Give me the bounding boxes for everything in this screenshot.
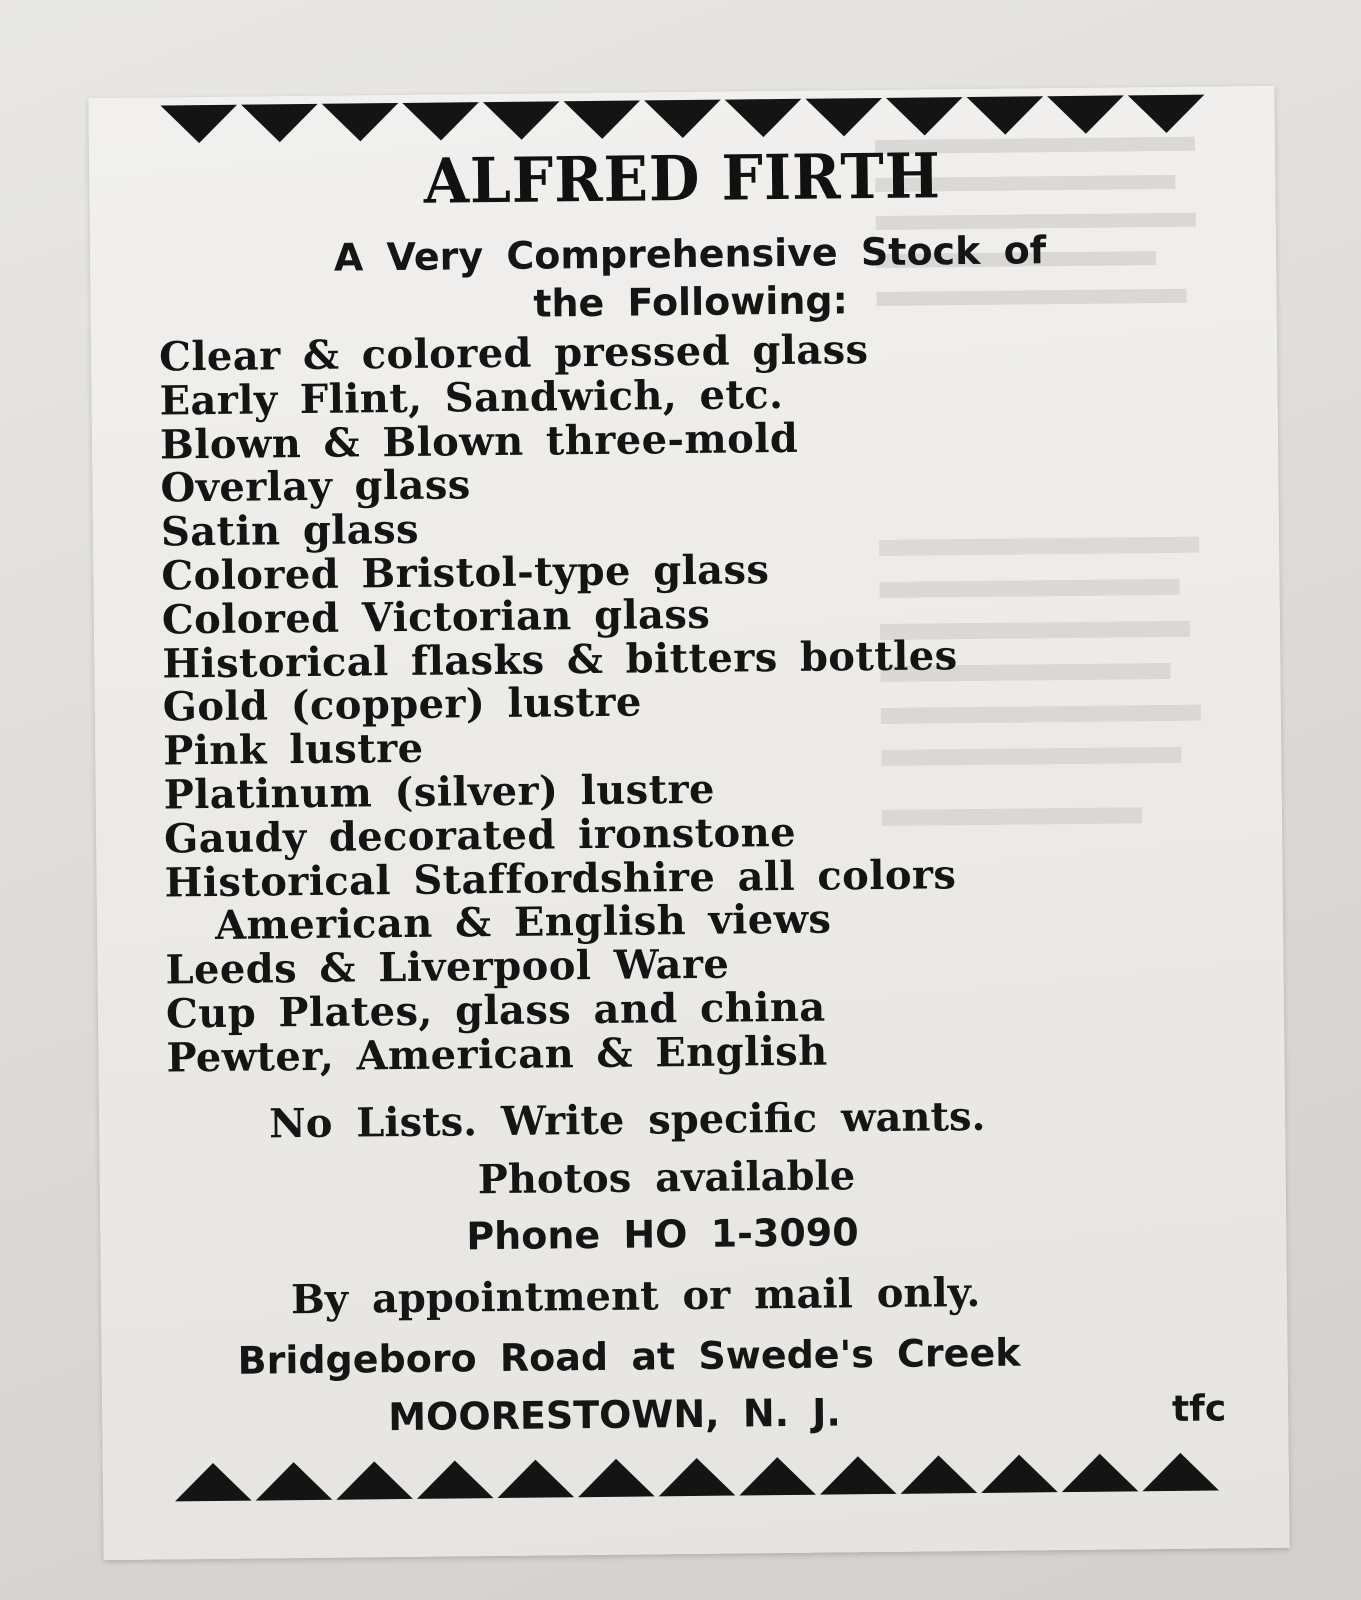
advertiser-name: ALFRED FIRTH <box>423 139 942 218</box>
city-state: MOORESTOWN, N. J. <box>387 1390 842 1440</box>
street-address: Bridgeboro Road at Swede's Creek <box>237 1330 1021 1383</box>
stock-heading <box>240 225 1141 330</box>
border-triangle-up <box>255 1462 332 1501</box>
stock-item: Colored Bristol-type glass <box>161 546 770 600</box>
border-triangle-down <box>644 100 721 139</box>
border-triangle-down <box>483 101 560 140</box>
border-triangle-down <box>160 105 237 144</box>
photos-note: Photos available <box>477 1152 856 1204</box>
border-triangle-up <box>578 1458 655 1497</box>
border-triangle-up <box>175 1463 252 1502</box>
border-triangle-down <box>322 103 399 142</box>
stock-item-continued: American & English views <box>214 895 832 950</box>
border-triangle-up <box>1142 1452 1219 1491</box>
border-triangle-down <box>402 102 479 141</box>
border-triangle-up <box>417 1460 494 1499</box>
stock-item: Clear & colored pressed glass <box>158 326 869 381</box>
border-triangle-up <box>497 1459 574 1498</box>
stock-heading-line-1: A Very Comprehensive Stock of <box>333 228 1047 280</box>
border-triangle-down <box>725 99 802 138</box>
newspaper-clipping <box>88 86 1289 1560</box>
border-triangle-up <box>658 1458 735 1497</box>
border-triangle-down <box>241 104 318 143</box>
border-triangle-down <box>886 97 963 136</box>
stock-item: Satin glass <box>160 506 420 556</box>
border-triangle-down <box>967 96 1044 135</box>
stock-item: Blown & Blown three-mold <box>159 414 799 469</box>
border-triangle-up <box>336 1461 413 1500</box>
border-triangle-up <box>739 1457 816 1496</box>
stock-item: Historical Staffordshire all colors <box>164 850 957 907</box>
phone-number: Phone HO 1-3090 <box>466 1210 859 1259</box>
border-triangle-down <box>1128 95 1205 134</box>
bottom-triangle-border-svg <box>173 1448 1221 1505</box>
border-triangle-down <box>564 100 641 139</box>
stock-item: Colored Victorian glass <box>161 590 711 644</box>
border-triangle-up <box>820 1456 897 1495</box>
stock-item: Leeds & Liverpool Ware <box>165 940 730 994</box>
stock-item: Historical flasks & bitters bottles <box>162 631 958 688</box>
stock-item: Cup Plates, glass and china <box>165 983 826 1038</box>
border-triangle-down <box>805 98 882 137</box>
border-triangle-down <box>1047 95 1124 134</box>
border-triangle-up <box>900 1455 977 1494</box>
border-triangle-up <box>981 1454 1058 1493</box>
border-triangle-up <box>1061 1453 1138 1492</box>
stock-item: Pewter, American & English <box>166 1027 828 1082</box>
stock-item: Platinum (silver) lustre <box>163 765 716 819</box>
appointment-note: By appointment or mail only. <box>290 1268 981 1324</box>
bottom-triangle-border <box>173 1448 1221 1505</box>
stock-item: Gaudy decorated ironstone <box>163 808 797 863</box>
stock-heading-line-2: the Following: <box>533 278 848 326</box>
stock-item: Pink lustre <box>162 724 424 775</box>
stock-item: Early Flint, Sandwich, etc. <box>159 370 784 425</box>
no-lists-note: No Lists. Write specific wants. <box>268 1092 986 1148</box>
stock-item: Overlay glass <box>160 461 471 512</box>
stock-item: Gold (copper) lustre <box>162 678 642 731</box>
stock-list <box>159 327 962 1080</box>
ad-code: tfc <box>1171 1388 1227 1430</box>
